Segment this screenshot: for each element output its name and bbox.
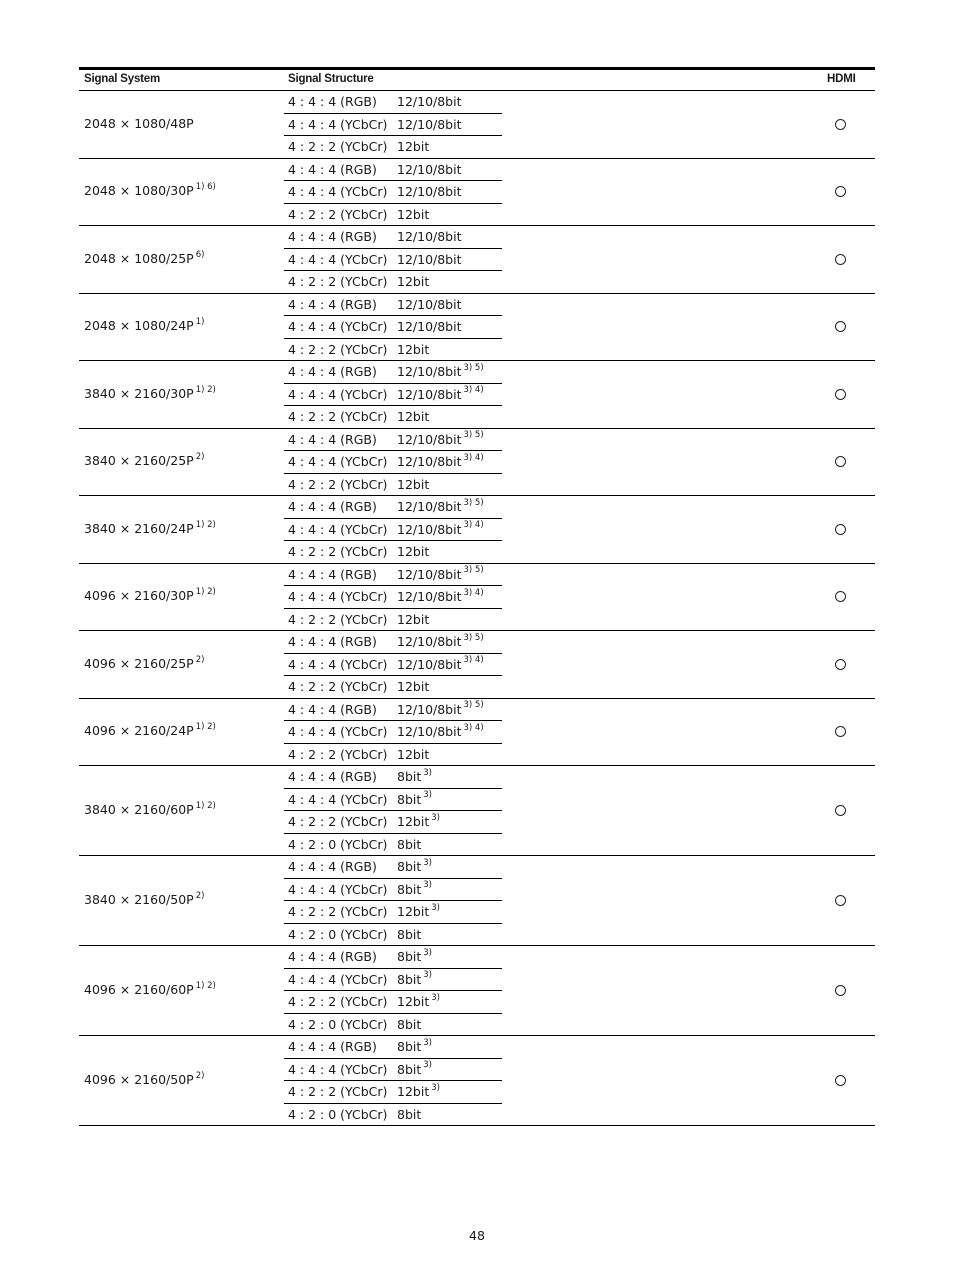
- bit-depth-value: 8bit: [397, 949, 422, 964]
- table-row: [79, 631, 875, 699]
- page-number: 48: [469, 1228, 485, 1243]
- circle-icon: [835, 805, 846, 816]
- footnote-ref: 3) 5): [463, 430, 484, 441]
- bit-depth: [397, 814, 440, 829]
- bit-depth: [397, 679, 431, 694]
- footnote-ref: 2): [195, 1070, 205, 1081]
- bit-depth: [397, 1039, 432, 1054]
- footnote-ref: 1) 6): [195, 182, 216, 193]
- footnote-ref: 3): [423, 790, 432, 801]
- structure-row: [284, 226, 502, 249]
- signal-system-label: 2048 × 1080/24P: [84, 318, 194, 334]
- structure-row: [284, 811, 502, 834]
- footnote-ref: 6): [195, 249, 205, 260]
- bit-depth: [397, 454, 484, 469]
- bit-depth-value: 12/10/8bit: [397, 701, 462, 717]
- footnote-ref: 3) 4): [463, 722, 484, 733]
- sampling-format: 4 : 2 : 0 (YCbCr): [288, 1016, 388, 1032]
- signal-system-label: 2048 × 1080/25P: [84, 250, 194, 266]
- sampling-format: 4 : 2 : 2 (YCbCr): [288, 341, 388, 357]
- sampling-format: 4 : 4 : 4 (YCbCr): [288, 319, 388, 334]
- bit-depth: [397, 252, 464, 267]
- bit-depth: [397, 747, 431, 762]
- signal-system-label: 4096 × 2160/30P: [84, 588, 194, 604]
- bit-depth-value: 12/10/8bit: [397, 116, 462, 132]
- bit-depth: [397, 724, 484, 739]
- footnote-ref: 3) 4): [463, 655, 484, 666]
- sampling-format: 4 : 2 : 2 (YCbCr): [288, 274, 388, 289]
- structure-row: [284, 91, 502, 114]
- sampling-format: 4 : 4 : 4 (RGB): [288, 499, 377, 514]
- structure-row: [284, 114, 502, 137]
- footnote-ref: 1) 2): [195, 800, 216, 811]
- structure-row: [284, 204, 502, 227]
- table-row: [79, 361, 875, 429]
- bit-depth: [397, 229, 464, 244]
- structure-row: [284, 744, 502, 767]
- bit-depth-value: 12/10/8bit: [397, 499, 462, 514]
- bit-depth: [397, 612, 431, 627]
- bit-depth: [397, 162, 464, 177]
- structure-row: [284, 676, 502, 699]
- sampling-format: 4 : 4 : 4 (YCbCr): [288, 454, 388, 469]
- sampling-format: 4 : 4 : 4 (RGB): [288, 949, 377, 964]
- structure-row: [284, 856, 502, 879]
- bit-depth: [397, 387, 484, 402]
- sampling-format: 4 : 4 : 4 (RGB): [288, 431, 377, 447]
- sampling-format: 4 : 4 : 4 (YCbCr): [288, 1061, 388, 1077]
- bit-depth: [397, 274, 431, 289]
- bit-depth-value: 12/10/8bit: [397, 94, 462, 109]
- footnote-ref: 3): [423, 857, 432, 868]
- structure-row: [284, 339, 502, 362]
- bit-depth-value: 12bit: [397, 476, 430, 492]
- circle-icon: [835, 726, 846, 737]
- footnote-ref: 3) 4): [463, 452, 484, 463]
- bit-depth-value: 12bit: [397, 904, 430, 919]
- footnote-ref: 3) 5): [463, 497, 484, 508]
- sampling-format: 4 : 4 : 4 (YCbCr): [288, 116, 388, 132]
- footnote-ref: 3) 4): [463, 520, 484, 531]
- structure-row: [284, 699, 502, 722]
- table-row: [79, 294, 875, 362]
- bit-depth: [397, 1017, 423, 1032]
- bit-depth: [397, 927, 423, 942]
- bit-depth: [397, 634, 484, 649]
- sampling-format: 4 : 2 : 2 (YCbCr): [288, 1084, 388, 1099]
- sampling-format: 4 : 4 : 4 (YCbCr): [288, 386, 388, 402]
- sampling-format: 4 : 4 : 4 (YCbCr): [288, 881, 388, 897]
- sampling-format: 4 : 4 : 4 (RGB): [288, 634, 377, 649]
- structure-row: [284, 181, 502, 204]
- bit-depth-value: 12/10/8bit: [397, 296, 462, 312]
- bit-depth-value: 8bit: [397, 1016, 422, 1032]
- structure-row: [284, 766, 502, 789]
- bit-depth: [397, 567, 484, 582]
- sampling-format: 4 : 4 : 4 (RGB): [288, 296, 377, 312]
- sampling-format: 4 : 4 : 4 (YCbCr): [288, 791, 388, 807]
- sampling-format: 4 : 4 : 4 (YCbCr): [288, 724, 388, 739]
- bit-depth: [397, 657, 484, 672]
- signal-system-label: 3840 × 2160/25P: [84, 453, 194, 469]
- structure-row: [284, 1081, 502, 1104]
- bit-depth-value: 12/10/8bit: [397, 656, 462, 672]
- footnote-ref: 3): [431, 992, 440, 1003]
- signal-system-cell: [84, 1072, 204, 1087]
- structure-row: [284, 519, 502, 542]
- structure-row: [284, 609, 502, 632]
- table-row: [79, 946, 875, 1036]
- table-body: [79, 91, 875, 1126]
- bit-depth: [397, 882, 432, 897]
- table-row: [79, 1036, 875, 1126]
- structure-row: [284, 991, 502, 1014]
- sampling-format: 4 : 2 : 2 (YCbCr): [288, 904, 388, 919]
- sampling-format: 4 : 2 : 2 (YCbCr): [288, 409, 388, 424]
- footnote-ref: 2): [195, 890, 205, 901]
- table-row: [79, 159, 875, 227]
- footnote-ref: 3) 4): [463, 385, 484, 396]
- structure-row: [284, 721, 502, 744]
- bit-depth: [397, 297, 464, 312]
- structure-row: [284, 271, 502, 294]
- sampling-format: 4 : 2 : 0 (YCbCr): [288, 1106, 388, 1122]
- bit-depth-value: 8bit: [397, 769, 422, 784]
- signal-system-cell: [84, 453, 204, 468]
- structure-row: [284, 924, 502, 947]
- bit-depth: [397, 904, 440, 919]
- sampling-format: 4 : 2 : 2 (YCbCr): [288, 139, 388, 154]
- sampling-format: 4 : 2 : 2 (YCbCr): [288, 206, 388, 222]
- sampling-format: 4 : 2 : 2 (YCbCr): [288, 544, 388, 559]
- sampling-format: 4 : 2 : 2 (YCbCr): [288, 679, 388, 694]
- signal-system-label: 2048 × 1080/48P: [84, 115, 194, 131]
- structure-row: [284, 451, 502, 474]
- footnote-ref: 3) 5): [463, 565, 484, 576]
- structure-row: [284, 541, 502, 564]
- signal-system-cell: [84, 521, 216, 536]
- sampling-format: 4 : 4 : 4 (YCbCr): [288, 656, 388, 672]
- structure-row: [284, 406, 502, 429]
- bit-depth-value: 8bit: [397, 836, 422, 852]
- bit-depth: [397, 544, 431, 559]
- bit-depth: [397, 522, 484, 537]
- sampling-format: 4 : 4 : 4 (RGB): [288, 1039, 377, 1054]
- structure-row: [284, 654, 502, 677]
- bit-depth-value: 12/10/8bit: [397, 454, 462, 469]
- bit-depth-value: 12bit: [397, 544, 430, 559]
- bit-depth: [397, 1062, 432, 1077]
- bit-depth-value: 12/10/8bit: [397, 386, 462, 402]
- footnote-ref: 2): [195, 654, 205, 665]
- table-row: [79, 496, 875, 564]
- footnote-ref: 3): [423, 1037, 432, 1048]
- bit-depth-value: 8bit: [397, 1039, 422, 1054]
- bit-depth: [397, 972, 432, 987]
- bit-depth-value: 12bit: [397, 274, 430, 289]
- circle-icon: [835, 524, 846, 535]
- sampling-format: 4 : 2 : 2 (YCbCr): [288, 476, 388, 492]
- circle-icon: [835, 1075, 846, 1086]
- footnote-ref: 1) 2): [195, 980, 216, 991]
- bit-depth-value: 8bit: [397, 881, 422, 897]
- structure-row: [284, 1059, 502, 1082]
- structure-row: [284, 1104, 502, 1127]
- circle-icon: [835, 895, 846, 906]
- table-row: [79, 226, 875, 294]
- signal-system-cell: [84, 656, 204, 671]
- footnote-ref: 3): [431, 902, 440, 913]
- bit-depth-value: 12/10/8bit: [397, 521, 462, 537]
- sampling-format: 4 : 4 : 4 (YCbCr): [288, 521, 388, 537]
- bit-depth-value: 8bit: [397, 859, 422, 874]
- table-row: [79, 91, 875, 159]
- signal-system-label: 3840 × 2160/30P: [84, 385, 194, 401]
- circle-icon: [835, 254, 846, 265]
- signal-system-cell: [84, 251, 204, 266]
- footnote-ref: 1) 2): [195, 519, 216, 530]
- bit-depth: [397, 994, 440, 1009]
- signal-system-label: 4096 × 2160/60P: [84, 982, 194, 997]
- signal-system-cell: [84, 183, 216, 198]
- structure-row: [284, 159, 502, 182]
- table-row: [79, 856, 875, 946]
- sampling-format: 4 : 4 : 4 (YCbCr): [288, 971, 388, 987]
- circle-icon: [835, 591, 846, 602]
- bit-depth-value: 12/10/8bit: [397, 184, 462, 199]
- bit-depth: [397, 1084, 440, 1099]
- bit-depth-value: 12/10/8bit: [397, 566, 462, 582]
- bit-depth: [397, 184, 464, 199]
- bit-depth: [397, 364, 484, 379]
- structure-row: [284, 564, 502, 587]
- bit-depth: [397, 117, 464, 132]
- footnote-ref: 3): [431, 1082, 440, 1093]
- structure-row: [284, 294, 502, 317]
- table-row: [79, 766, 875, 856]
- signal-system-cell: [84, 723, 216, 738]
- bit-depth-value: 12bit: [397, 139, 430, 154]
- footnote-ref: 3): [423, 947, 432, 958]
- table-header: [79, 67, 875, 91]
- sampling-format: 4 : 4 : 4 (RGB): [288, 94, 377, 109]
- structure-row: [284, 496, 502, 519]
- signal-system-label: 3840 × 2160/60P: [84, 802, 194, 817]
- footnote-ref: 3) 4): [463, 587, 484, 598]
- signal-system-cell: [84, 588, 216, 603]
- structure-row: [284, 316, 502, 339]
- header-signal-system: Signal System: [84, 73, 161, 85]
- sampling-format: 4 : 4 : 4 (RGB): [288, 859, 377, 874]
- footnote-ref: 3) 5): [463, 700, 484, 711]
- footnote-ref: 2): [195, 452, 205, 463]
- circle-icon: [835, 186, 846, 197]
- structure-row: [284, 361, 502, 384]
- header-hdmi: HDMI: [827, 73, 856, 85]
- bit-depth-value: 12bit: [397, 814, 430, 829]
- sampling-format: 4 : 2 : 2 (YCbCr): [288, 814, 388, 829]
- circle-icon: [835, 659, 846, 670]
- bit-depth: [397, 859, 432, 874]
- sampling-format: 4 : 4 : 4 (RGB): [288, 701, 377, 717]
- structure-row: [284, 946, 502, 969]
- bit-depth: [397, 499, 484, 514]
- circle-icon: [835, 456, 846, 467]
- table-row: [79, 564, 875, 632]
- bit-depth-value: 8bit: [397, 926, 422, 942]
- bit-depth-value: 12bit: [397, 611, 430, 627]
- signal-system-cell: [84, 982, 216, 997]
- structure-row: [284, 249, 502, 272]
- bit-depth-value: 8bit: [397, 971, 422, 987]
- bit-depth-value: 12/10/8bit: [397, 364, 462, 379]
- bit-depth: [397, 432, 484, 447]
- footnote-ref: 3): [423, 767, 432, 778]
- table-row: [79, 699, 875, 767]
- sampling-format: 4 : 2 : 2 (YCbCr): [288, 994, 388, 1009]
- sampling-format: 4 : 4 : 4 (YCbCr): [288, 184, 388, 199]
- bit-depth-value: 12/10/8bit: [397, 634, 462, 649]
- bit-depth-value: 12/10/8bit: [397, 161, 462, 177]
- signal-system-cell: [84, 802, 216, 817]
- bit-depth: [397, 207, 431, 222]
- bit-depth: [397, 139, 431, 154]
- structure-row: [284, 586, 502, 609]
- bit-depth-value: 12/10/8bit: [397, 589, 462, 604]
- signal-system-label: 4096 × 2160/50P: [84, 1072, 194, 1087]
- bit-depth: [397, 949, 432, 964]
- sampling-format: 4 : 4 : 4 (RGB): [288, 229, 377, 244]
- bit-depth-value: 12bit: [397, 679, 430, 694]
- footnote-ref: 1) 2): [195, 587, 216, 598]
- sampling-format: 4 : 2 : 2 (YCbCr): [288, 611, 388, 627]
- structure-row: [284, 429, 502, 452]
- signal-system-label: 2048 × 1080/30P: [84, 183, 194, 199]
- signal-system-label: 3840 × 2160/24P: [84, 520, 194, 536]
- sampling-format: 4 : 4 : 4 (RGB): [288, 364, 377, 379]
- structure-row: [284, 474, 502, 497]
- signal-system-label: 4096 × 2160/24P: [84, 723, 194, 739]
- structure-row: [284, 384, 502, 407]
- bit-depth-value: 8bit: [397, 1106, 422, 1122]
- bit-depth-value: 12bit: [397, 409, 430, 424]
- signal-system-cell: [84, 386, 216, 401]
- bit-depth: [397, 702, 484, 717]
- bit-depth-value: 12bit: [397, 341, 430, 357]
- signal-system-cell: [84, 116, 196, 131]
- bit-depth-value: 12bit: [397, 994, 430, 1009]
- structure-row: [284, 879, 502, 902]
- signal-system-cell: [84, 892, 204, 907]
- bit-depth: [397, 769, 432, 784]
- circle-icon: [835, 119, 846, 130]
- bit-depth: [397, 409, 431, 424]
- bit-depth-value: 12/10/8bit: [397, 431, 462, 447]
- footnote-ref: 1) 2): [195, 384, 216, 395]
- footnote-ref: 3): [423, 880, 432, 891]
- signal-system-label: 4096 × 2160/25P: [84, 655, 194, 671]
- structure-row: [284, 834, 502, 857]
- structure-row: [284, 1014, 502, 1037]
- structure-row: [284, 631, 502, 654]
- footnote-ref: 3) 5): [463, 362, 484, 373]
- circle-icon: [835, 321, 846, 332]
- table-row: [79, 429, 875, 497]
- structure-row: [284, 789, 502, 812]
- circle-icon: [835, 985, 846, 996]
- signal-format-table: [79, 67, 875, 1126]
- sampling-format: 4 : 2 : 0 (YCbCr): [288, 926, 388, 942]
- sampling-format: 4 : 2 : 0 (YCbCr): [288, 836, 388, 852]
- structure-row: [284, 901, 502, 924]
- sampling-format: 4 : 4 : 4 (RGB): [288, 566, 377, 582]
- sampling-format: 4 : 2 : 2 (YCbCr): [288, 746, 388, 762]
- bit-depth-value: 12bit: [397, 746, 430, 762]
- bit-depth-value: 12bit: [397, 206, 430, 222]
- bit-depth: [397, 1107, 423, 1122]
- bit-depth: [397, 837, 423, 852]
- bit-depth-value: 12/10/8bit: [397, 319, 462, 334]
- bit-depth-value: 12bit: [397, 1084, 430, 1099]
- bit-depth: [397, 792, 432, 807]
- bit-depth: [397, 319, 464, 334]
- circle-icon: [835, 389, 846, 400]
- structure-row: [284, 136, 502, 159]
- sampling-format: 4 : 4 : 4 (RGB): [288, 769, 377, 784]
- bit-depth-value: 8bit: [397, 1061, 422, 1077]
- structure-row: [284, 1036, 502, 1059]
- footnote-ref: 3): [431, 812, 440, 823]
- structure-row: [284, 969, 502, 992]
- signal-system-cell: [84, 318, 204, 333]
- bit-depth-value: 12/10/8bit: [397, 229, 462, 244]
- signal-system-label: 3840 × 2160/50P: [84, 892, 194, 907]
- bit-depth: [397, 477, 431, 492]
- bit-depth: [397, 342, 431, 357]
- bit-depth: [397, 94, 464, 109]
- bit-depth-value: 8bit: [397, 791, 422, 807]
- sampling-format: 4 : 4 : 4 (RGB): [288, 161, 377, 177]
- header-signal-structure: Signal Structure: [288, 73, 374, 85]
- bit-depth-value: 12/10/8bit: [397, 724, 462, 739]
- footnote-ref: 3): [423, 970, 432, 981]
- footnote-ref: 1): [195, 317, 205, 328]
- bit-depth: [397, 589, 484, 604]
- sampling-format: 4 : 4 : 4 (YCbCr): [288, 589, 388, 604]
- bit-depth-value: 12/10/8bit: [397, 251, 462, 267]
- footnote-ref: 3) 5): [463, 632, 484, 643]
- footnote-ref: 1) 2): [195, 722, 216, 733]
- footnote-ref: 3): [423, 1060, 432, 1071]
- sampling-format: 4 : 4 : 4 (YCbCr): [288, 251, 388, 267]
